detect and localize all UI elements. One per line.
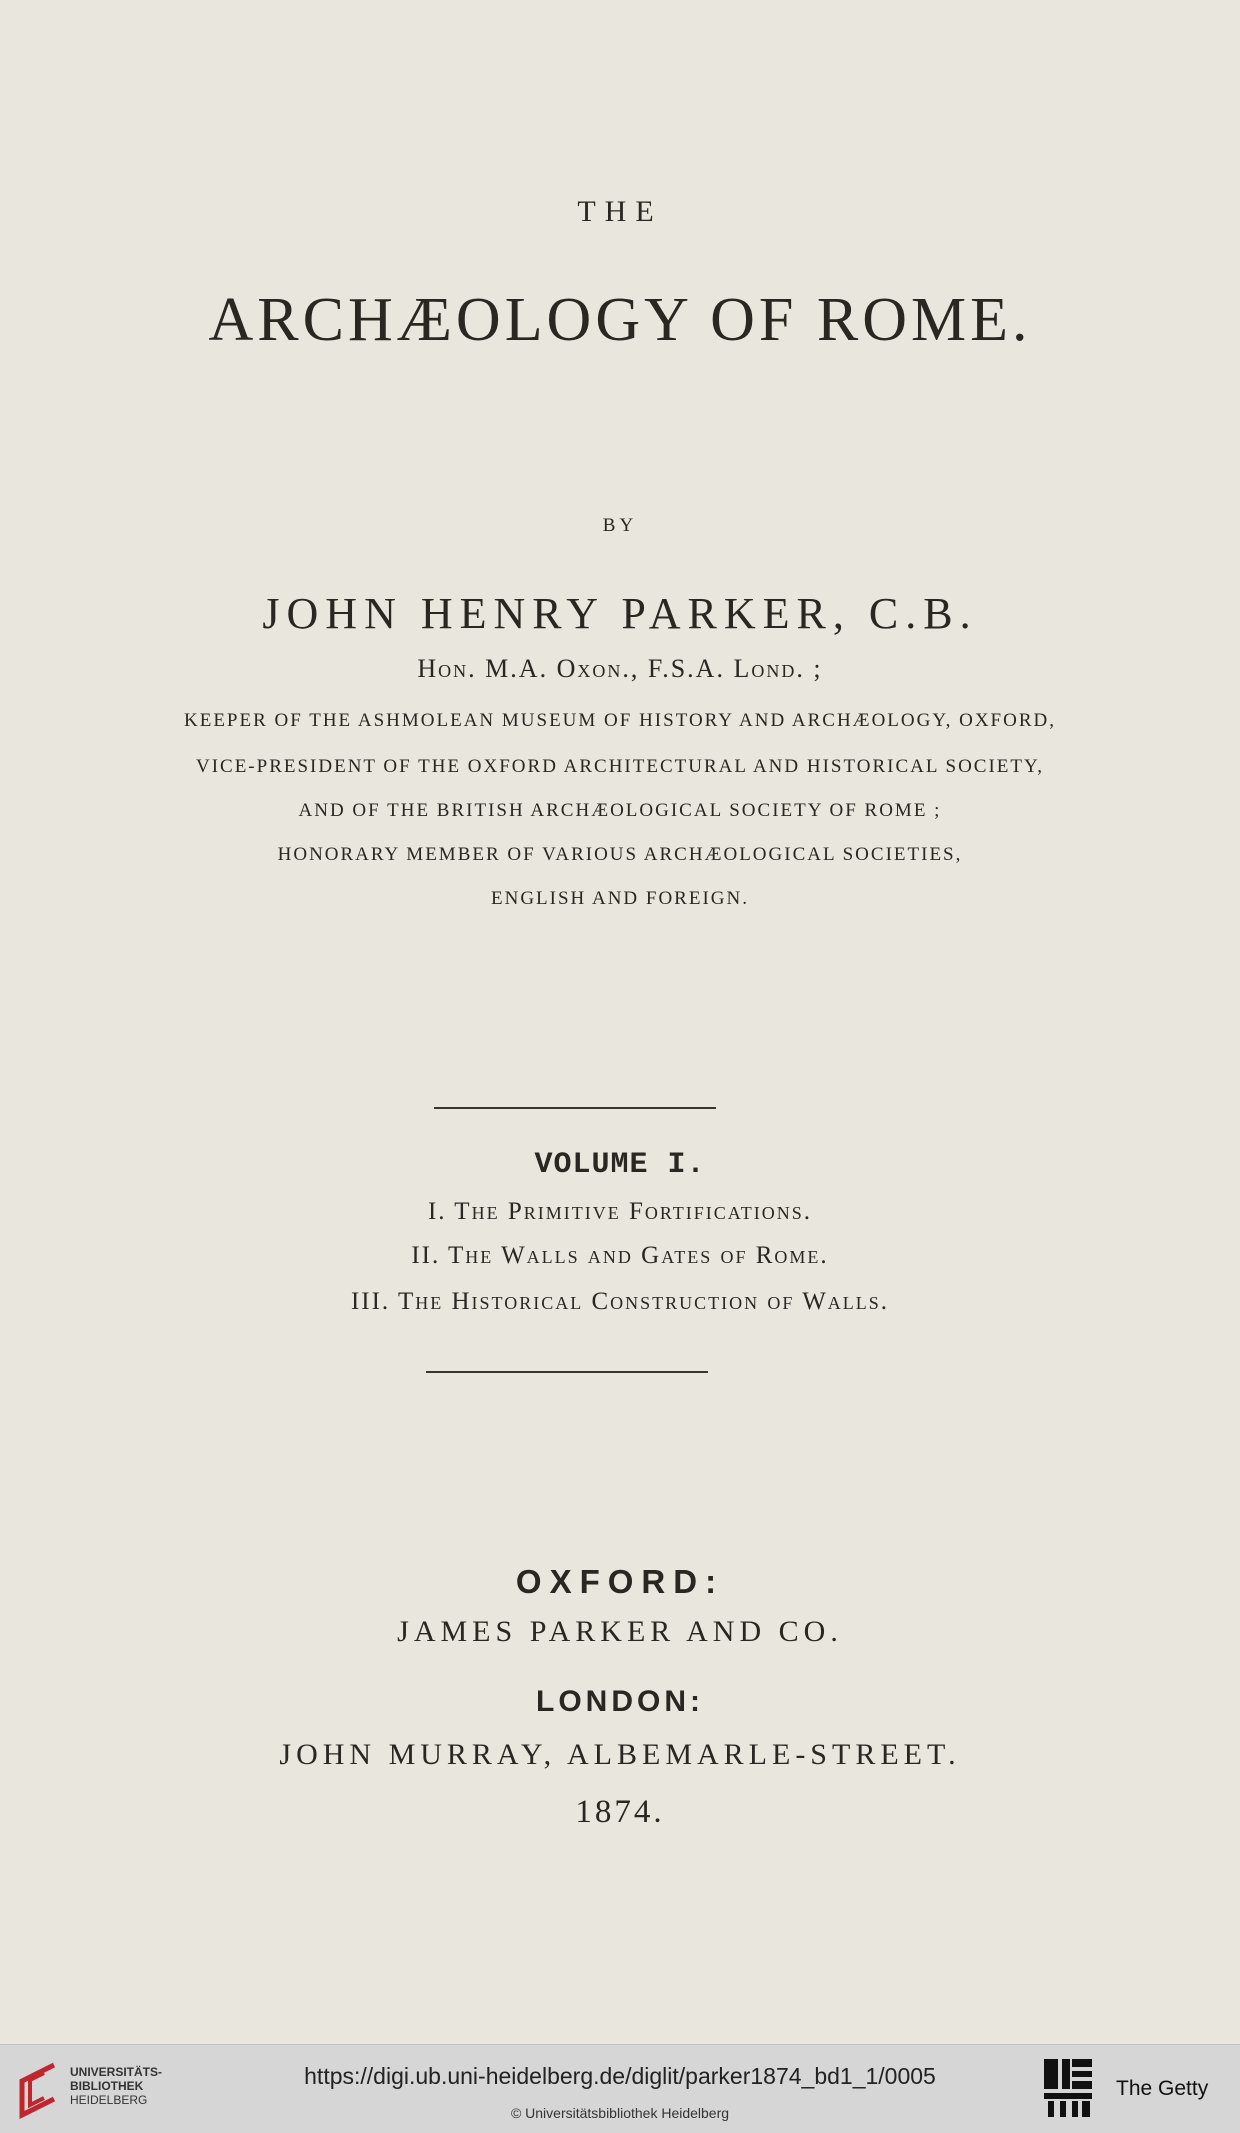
library-name-line: UNIVERSITÄTS-: [70, 2065, 163, 2079]
imprint-year: 1874.: [575, 1794, 665, 1830]
title-article: THE: [577, 195, 663, 228]
author-affiliation: VICE-PRESIDENT OF THE OXFORD ARCHITECTURAL AND HISTORICAL SOCIETY,: [195, 756, 1045, 777]
imprint-publisher-london: JOHN MURRAY, ALBEMARLE-STREET.: [279, 1738, 961, 1771]
author-affiliation: AND OF THE BRITISH ARCHÆOLOGICAL SOCIETY OF ROME ;: [298, 800, 942, 821]
author-name: JOHN HENRY PARKER, C.B.: [262, 589, 978, 638]
author-affiliation: HONORARY MEMBER OF VARIOUS ARCHÆOLOGICAL SOCIETIES,: [277, 844, 963, 865]
copyright-notice: © Universitätsbibliothek Heidelberg: [510, 2105, 730, 2121]
imprint-place-london: LONDON:: [536, 1685, 704, 1718]
partner-name: The Getty: [1116, 2077, 1209, 2100]
contents-entry: II. The Walls and Gates of Rome.: [411, 1242, 829, 1269]
library-name-line: HEIDELBERG: [70, 2093, 148, 2107]
contents-entry: I. The Primitive Fortifications.: [427, 1198, 813, 1225]
imprint-publisher-oxford: JAMES PARKER AND CO.: [397, 1615, 843, 1648]
book-title: ARCHÆOLOGY OF ROME.: [208, 286, 1032, 354]
library-name-line: BIBLIOTHEK: [70, 2079, 144, 2093]
author-degrees: Hon. M.A. Oxon., F.S.A. Lond. ;: [417, 654, 823, 683]
divider-rule: [426, 1371, 708, 1373]
author-affiliation: ENGLISH AND FOREIGN.: [491, 888, 749, 909]
divider-rule: [434, 1107, 716, 1109]
author-affiliation: KEEPER OF THE ASHMOLEAN MUSEUM OF HISTORY AND ARCHÆOLOGY, OXFORD,: [184, 710, 1056, 731]
by-line: BY: [602, 515, 638, 536]
viewer-footer: [0, 2044, 1240, 2133]
getty-logo[interactable]: [1042, 2057, 1094, 2121]
imprint-place-oxford: OXFORD:: [515, 1563, 725, 1600]
contents-entry: III. The Historical Construction of Walls.: [350, 1288, 890, 1315]
permalink-url[interactable]: https://digi.ub.uni-heidelberg.de/diglit/parker1874_bd1_1/0005: [304, 2063, 936, 2089]
volume-heading: VOLUME I.: [534, 1148, 706, 1182]
